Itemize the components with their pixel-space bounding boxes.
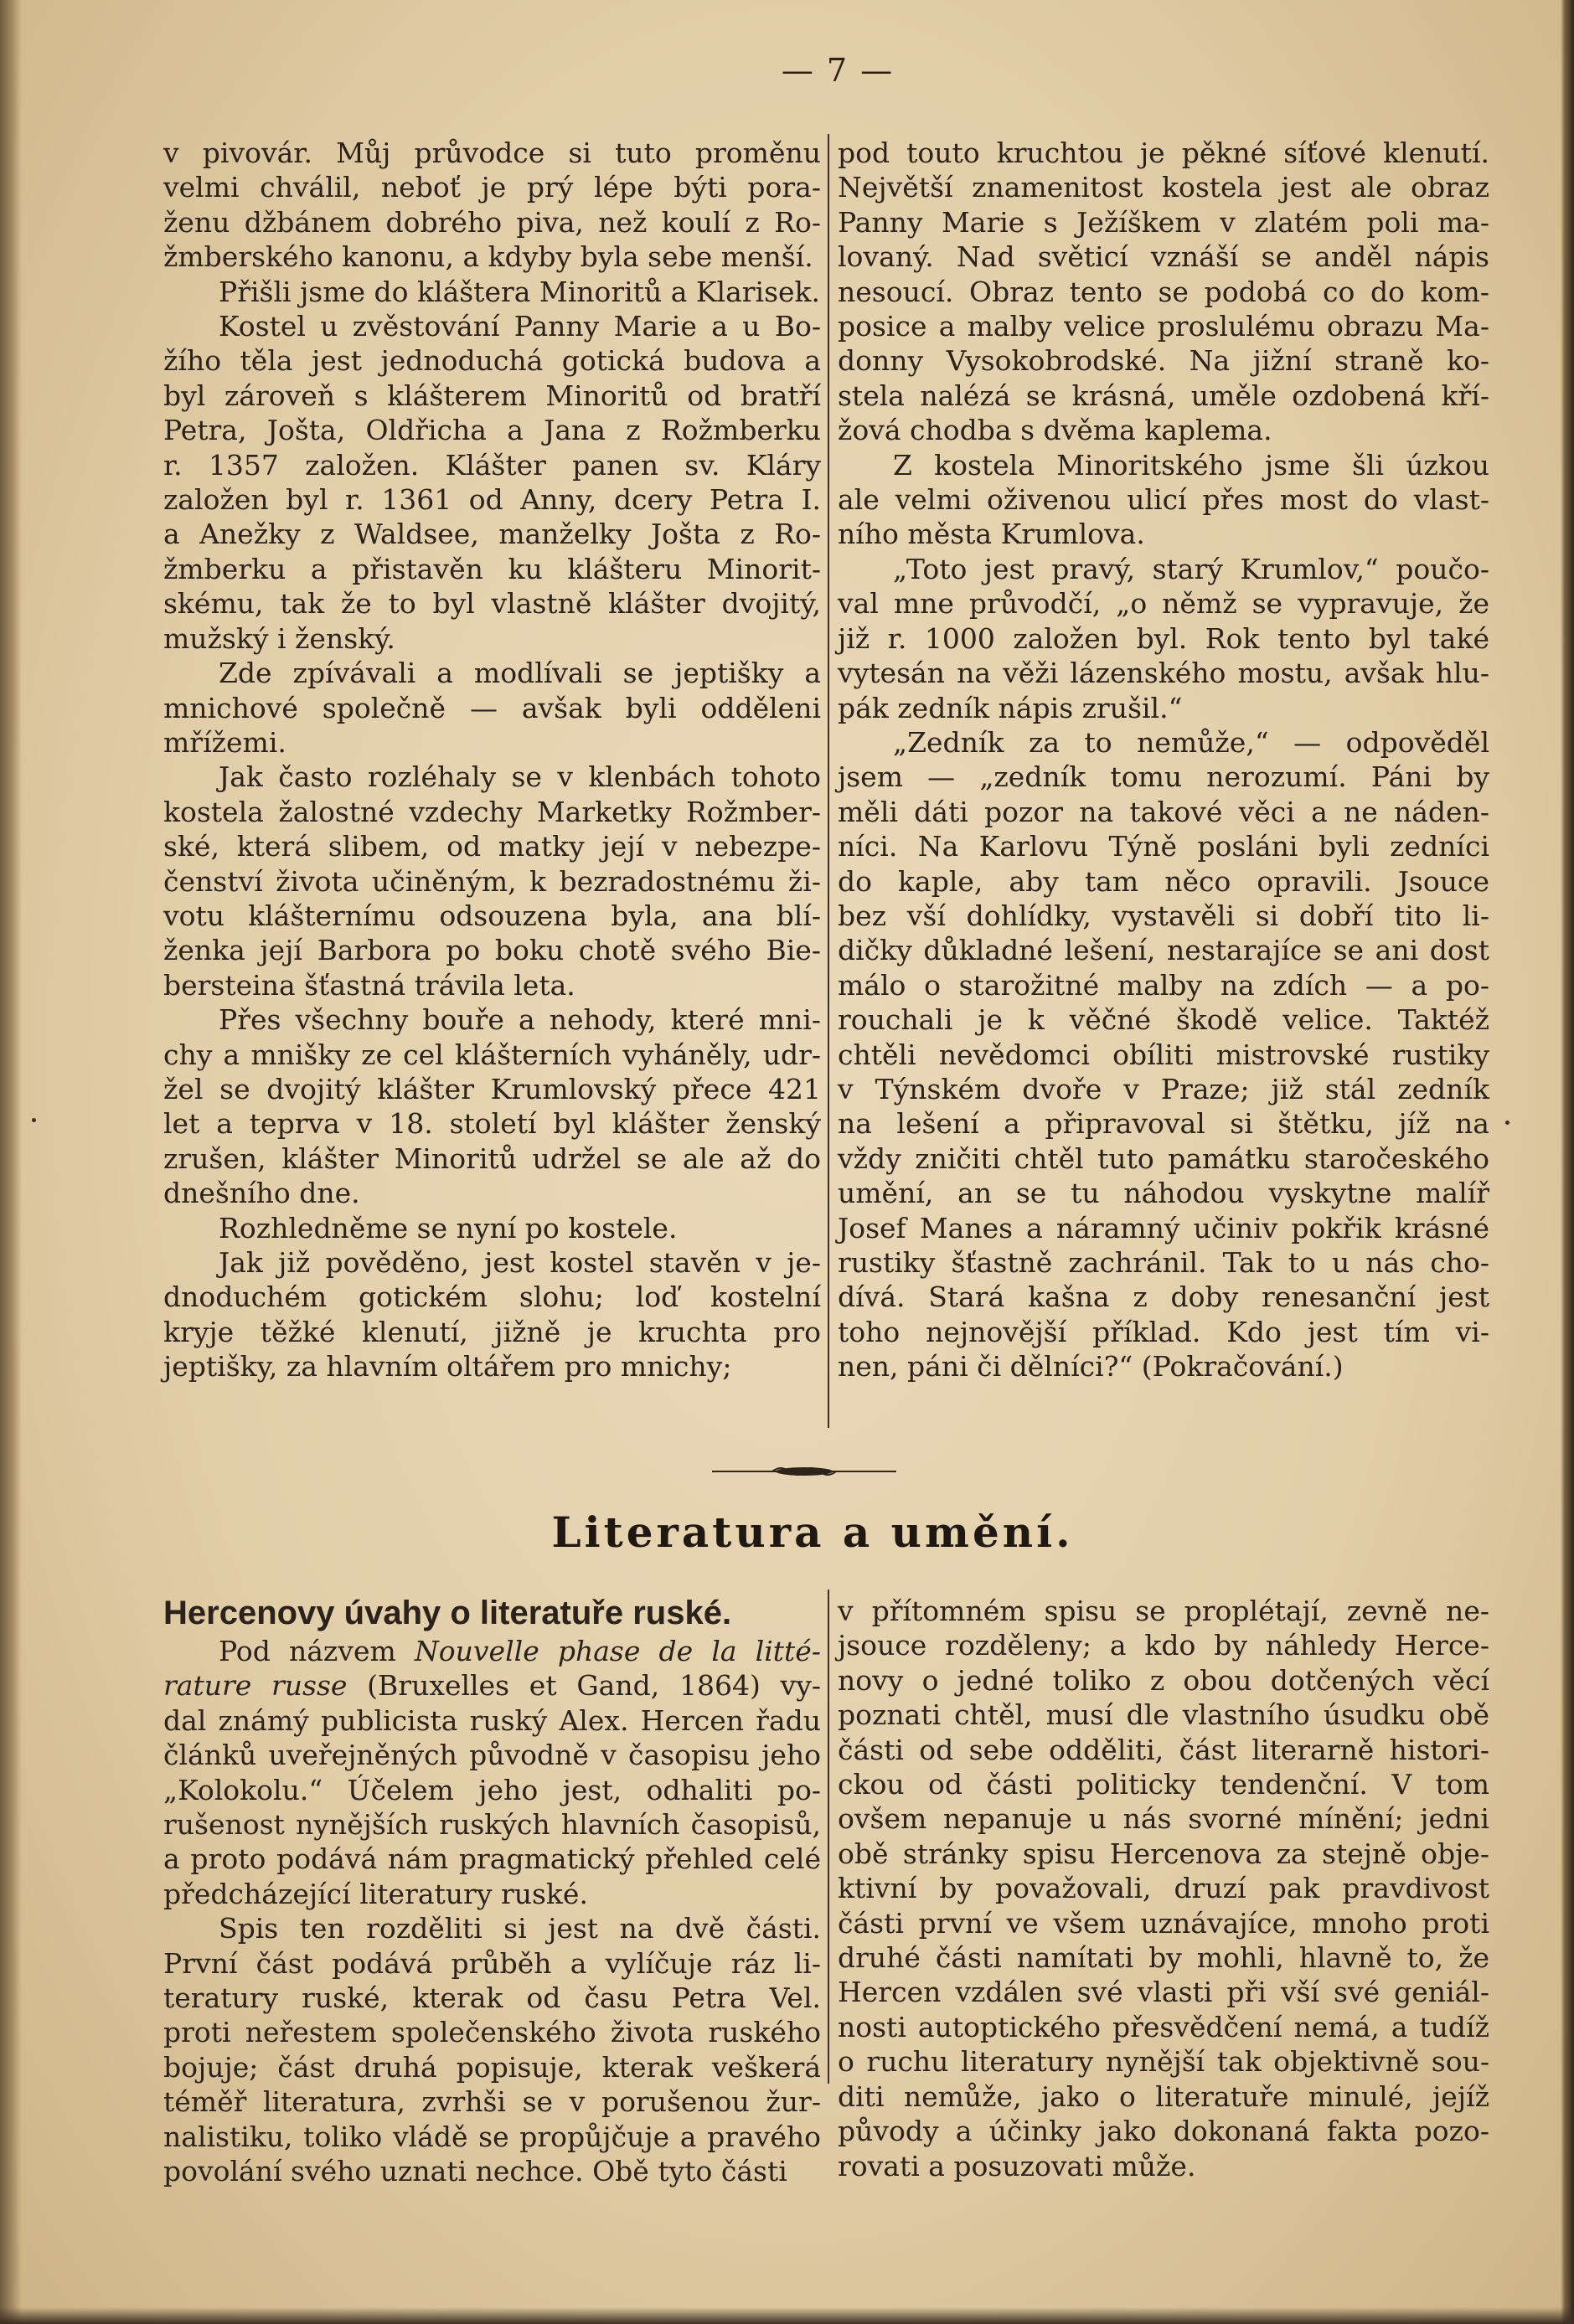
- text-line: rustiky šťastně zachránil. Tak to u nás cho-: [838, 1246, 1489, 1279]
- text-line: ovšem nepanuje u nás svorné mínění; jedni: [838, 1802, 1489, 1836]
- text-line: dnešního dne.: [163, 1177, 360, 1210]
- text-line: novy o jedné toliko z obou dotčených věcí: [838, 1663, 1489, 1697]
- text-line: stela nalézá se krásná, uměle ozdobená kří-: [838, 379, 1489, 412]
- text-line: diti nemůže, jako o literatuře minulé, jejíž: [838, 2079, 1489, 2113]
- text-line: proti neřestem společenského života ruského: [163, 2016, 821, 2049]
- text-line: bez vší dohlídky, vystavěli si dobří tito li-: [838, 899, 1489, 932]
- text-line: nosti autoptického přesvědčení nemá, a tudíž: [838, 2010, 1489, 2043]
- text-line: vždy zničiti chtěl tuto památku staročeského: [838, 1141, 1489, 1175]
- text-line: bojuje; část druhá popisuje, kterak veškerá: [163, 2050, 821, 2084]
- text-line: části první ve všem uznávajíce, mnoho proti: [838, 1906, 1489, 1940]
- text-line: na lešení a připravoval si štětku, jíž na: [838, 1107, 1489, 1141]
- margin-mark: [1505, 1121, 1509, 1125]
- text-line: dal známý publicista ruský Alex. Hercen řadu: [163, 1703, 821, 1737]
- text-line: povolání svého uznati nechce. Obě tyto části: [163, 2155, 787, 2188]
- text-line: pod touto kruchtou je pěkné síťové klenutí.: [838, 137, 1489, 169]
- text-line: nesoucí. Obraz tento se podobá co do kom-: [838, 275, 1489, 308]
- text-line: rušenost nynějších ruských hlavních časopisů,: [163, 1808, 821, 1842]
- text-line: žmberku a přistavěn ku klášteru Minorit-: [163, 552, 821, 585]
- text-line: Zde zpívávali a modlívali se jeptišky a: [219, 657, 821, 690]
- text-line: zrušen, klášter Minoritů udržel se ale až do: [163, 1141, 821, 1175]
- text-line: „Kolokolu.“ Účelem jeho jest, odhaliti po-: [163, 1773, 821, 1806]
- text-line: Spis ten rozděliti si jest na dvě části.: [219, 1912, 821, 1945]
- page-left-edge: [0, 0, 22, 2324]
- text-line: „Zedník za to nemůže,“ — odpověděl: [893, 725, 1489, 759]
- text-line: předcházející literatury ruské.: [163, 1877, 588, 1910]
- text-line: ženu džbánem dobrého piva, než koulí z Ro-: [163, 205, 821, 239]
- text-line: let a teprva v 18. století byl klášter ženský: [163, 1107, 821, 1141]
- text-line: Rozhledněme se nyní po kostele.: [219, 1211, 678, 1244]
- column-divider-top: [828, 134, 829, 1428]
- text-line: již r. 1000 založen byl. Rok tento byl také: [838, 621, 1489, 655]
- text-line: rouchali je k věčné škodě velice. Taktéž: [838, 1003, 1489, 1037]
- text-line: v přítomném spisu se proplétají, zevně ne-: [838, 1595, 1489, 1627]
- text-line: val mne průvodčí, „o němž se vypravuje, že: [838, 587, 1489, 621]
- column-divider-bottom: [828, 1590, 829, 2084]
- text-line: a proto podává nám pragmatický přehled celé: [163, 1842, 821, 1876]
- text-line: a Anežky z Waldsee, manželky Jošta z Ro-: [163, 518, 821, 551]
- text-line: mřížemi.: [163, 725, 286, 759]
- text-line: Přišli jsme do kláštera Minoritů a Klarisek.: [219, 275, 821, 308]
- article-column-top-left: [163, 136, 821, 1384]
- text-line: nalistiku, toliko vládě se propůjčuje a pravého: [163, 2120, 821, 2153]
- text-line: toho nejnovější příklad. Kdo jest tím vi-: [838, 1315, 1489, 1348]
- section-heading: Literatura a umění.: [551, 1507, 1074, 1557]
- text-line: dnoduchém gotickém slohu; loď kostelní: [163, 1281, 821, 1314]
- text-line: rovati a posuzovati může.: [838, 2149, 1196, 2182]
- article-column-bottom-left: [163, 1594, 821, 2189]
- text-line: Petra, Jošta, Oldřicha a Jana z Rožmberku: [163, 414, 821, 447]
- text-line: málo o starožitné malby na zdích — a po-: [838, 968, 1489, 1002]
- text-line: kryje těžké klenutí, jižně je kruchta pro: [163, 1315, 821, 1348]
- text-line: o ruchu literatury nynější tak objektivně sou-: [838, 2045, 1489, 2079]
- text-line: Jak již pověděno, jest kostel stavěn v je-: [219, 1246, 821, 1279]
- article-column-bottom-right: [838, 1594, 1489, 2183]
- text-line: v Týnském dvoře v Praze; již stál zedník: [838, 1072, 1489, 1105]
- text-line: Josef Manes a náramný učiniv pokřik krásné: [838, 1211, 1489, 1244]
- text-line: čenství života učiněným, k bezradostnému ži-: [163, 864, 821, 898]
- text-line: Z kostela Minoritského jsme šli úzkou: [893, 448, 1489, 482]
- text-line: žího těla jest jednoduchá gotická budova a: [163, 344, 821, 378]
- text-line: donny Vysokobrodské. Na jižní straně ko-: [838, 344, 1489, 378]
- text-line: níci. Na Karlovu Týně posláni byli zedníci: [838, 830, 1489, 863]
- text-line: Hercen vzdálen své vlasti při vší své geniál-: [838, 1976, 1489, 2009]
- text-line: teratury ruské, kterak od času Petra Vel.: [163, 1981, 821, 2015]
- text-line: dívá. Stará kašna z doby renesanční jest: [838, 1281, 1489, 1314]
- text-line: chy a mnišky ze cel klášterních vyháněly, udr-: [163, 1038, 821, 1071]
- page-number: — 7 —: [781, 52, 895, 89]
- text-line: byl zároveň s klášterem Minoritů od bratří: [163, 379, 821, 412]
- text-line: dičky důkladné lešení, nestarajíce se ani dost: [838, 934, 1489, 967]
- text-line: v pivovár. Můj průvodce si tuto proměnu: [163, 137, 821, 169]
- text-line: ženka její Barbora po boku chotě svého Bie-: [163, 934, 821, 967]
- text-line: jsouce rozděleny; a kdo by náhledy Herce-: [838, 1629, 1489, 1662]
- text-line: žel se dvojitý klášter Krumlovský přece 421: [163, 1072, 821, 1105]
- text-line: První část podává průběh a vylíčuje ráz li-: [163, 1946, 821, 1980]
- text-line: jsem — „zedník tomu nerozumí. Páni by: [838, 760, 1489, 794]
- ornament-divider: [712, 1463, 896, 1480]
- text-line: mužský i ženský.: [163, 621, 395, 655]
- text-line: měli dáti pozor na takové věci a ne náden-: [838, 795, 1489, 828]
- text-line: skému, tak že to byl vlastně klášter dvojitý,: [163, 587, 821, 621]
- article-title: Hercenovy úvahy o literatuře ruské.: [163, 1595, 732, 1631]
- text-line: votu klášternímu odsouzena byla, ana blí-: [163, 899, 821, 932]
- text-line: nen, páni či dělníci?“ (Pokračování.): [838, 1350, 1344, 1384]
- text-line: chtěli nevědomci obíliti mistrovské rustiky: [838, 1038, 1489, 1071]
- text-line: rature russe (Bruxelles et Gand, 1864) vy-: [163, 1669, 821, 1703]
- page-right-edge: [1561, 0, 1574, 2324]
- text-line: Největší znamenitost kostela jest ale obraz: [838, 171, 1489, 204]
- text-line: Kostel u zvěstování Panny Marie a u Bo-: [219, 310, 821, 343]
- text-line: umění, an se tu náhodou vyskytne malíř: [838, 1177, 1489, 1210]
- text-line: článků uveřejněných původně v časopisu jeho: [163, 1739, 821, 1772]
- text-line: ktivní by považovali, druzí pak pravdivost: [838, 1872, 1489, 1905]
- book-title-italic: rature russe: [163, 1669, 348, 1703]
- text-line: posice a malby velice proslulému obrazu Ma-: [838, 310, 1489, 343]
- text-line: kostela žalostné vzdechy Marketky Rožmber-: [163, 795, 821, 828]
- text-line: téměř literatura, zvrhši se v porušenou žur-: [163, 2085, 821, 2119]
- text-line: pák zedník nápis zrušil.“: [838, 691, 1183, 724]
- text-line: jeptišky, za hlavním oltářem pro mnichy;: [163, 1350, 732, 1384]
- text-line: ckou od části politicky tendenční. V tom: [838, 1768, 1489, 1801]
- page-bottom-edge: [0, 2307, 1574, 2324]
- text-line: r. 1357 založen. Klášter panen sv. Kláry: [163, 448, 821, 482]
- text-line: Panny Marie s Ježíškem v zlatém poli ma-: [838, 205, 1489, 239]
- text-line: druhé části namítati by mohli, hlavně to, že: [838, 1941, 1489, 1975]
- text-line: lovaný. Nad světicí vznáší se anděl nápis: [838, 240, 1489, 274]
- text-line: části od sebe odděliti, část literarně histori-: [838, 1733, 1489, 1766]
- book-title-italic: Nouvelle phase de la litté-: [414, 1635, 821, 1667]
- text-line: mnichové společně — avšak byli odděleni: [163, 691, 821, 724]
- text-line: „Toto jest pravý, starý Krumlov,“ poučo-: [893, 552, 1489, 585]
- text-line: velmi chválil, neboť je prý lépe býti pora-: [163, 171, 821, 204]
- text-line: žová chodba s dvěma kaplema.: [838, 414, 1272, 447]
- margin-mark: [32, 1118, 36, 1122]
- text-line: Pod názvem Nouvelle phase de la litté-: [219, 1635, 821, 1667]
- text-line: obě stránky spisu Hercenova za stejně obje-: [838, 1837, 1489, 1870]
- text-line: žmberského kanonu, a kdyby byla sebe menší.: [163, 240, 813, 274]
- text-line: založen byl r. 1361 od Anny, dcery Petra I.: [163, 483, 821, 517]
- text-line: bersteina šťastná trávila leta.: [163, 968, 575, 1002]
- text-line: do kaple, aby tam něco opravili. Jsouce: [838, 864, 1489, 898]
- text-line: ské, která slibem, od matky její v nebezpe-: [163, 830, 821, 863]
- text-line: poznati chtěl, musí dle vlastního úsudku obě: [838, 1698, 1489, 1732]
- text-line: vytesán na věži lázenského mostu, avšak hlu-: [838, 657, 1489, 690]
- text-line: ního města Krumlova.: [838, 518, 1145, 551]
- text-line: Jak často rozléhaly se v klenbách tohoto: [219, 760, 821, 794]
- article-column-top-right: [838, 136, 1489, 1384]
- text-line: původy a účinky jako dokonaná fakta pozo-: [838, 2115, 1489, 2148]
- text-line: ale velmi oživenou ulicí přes most do vlast-: [838, 483, 1489, 517]
- text-line: Přes všechny bouře a nehody, které mni-: [219, 1003, 821, 1037]
